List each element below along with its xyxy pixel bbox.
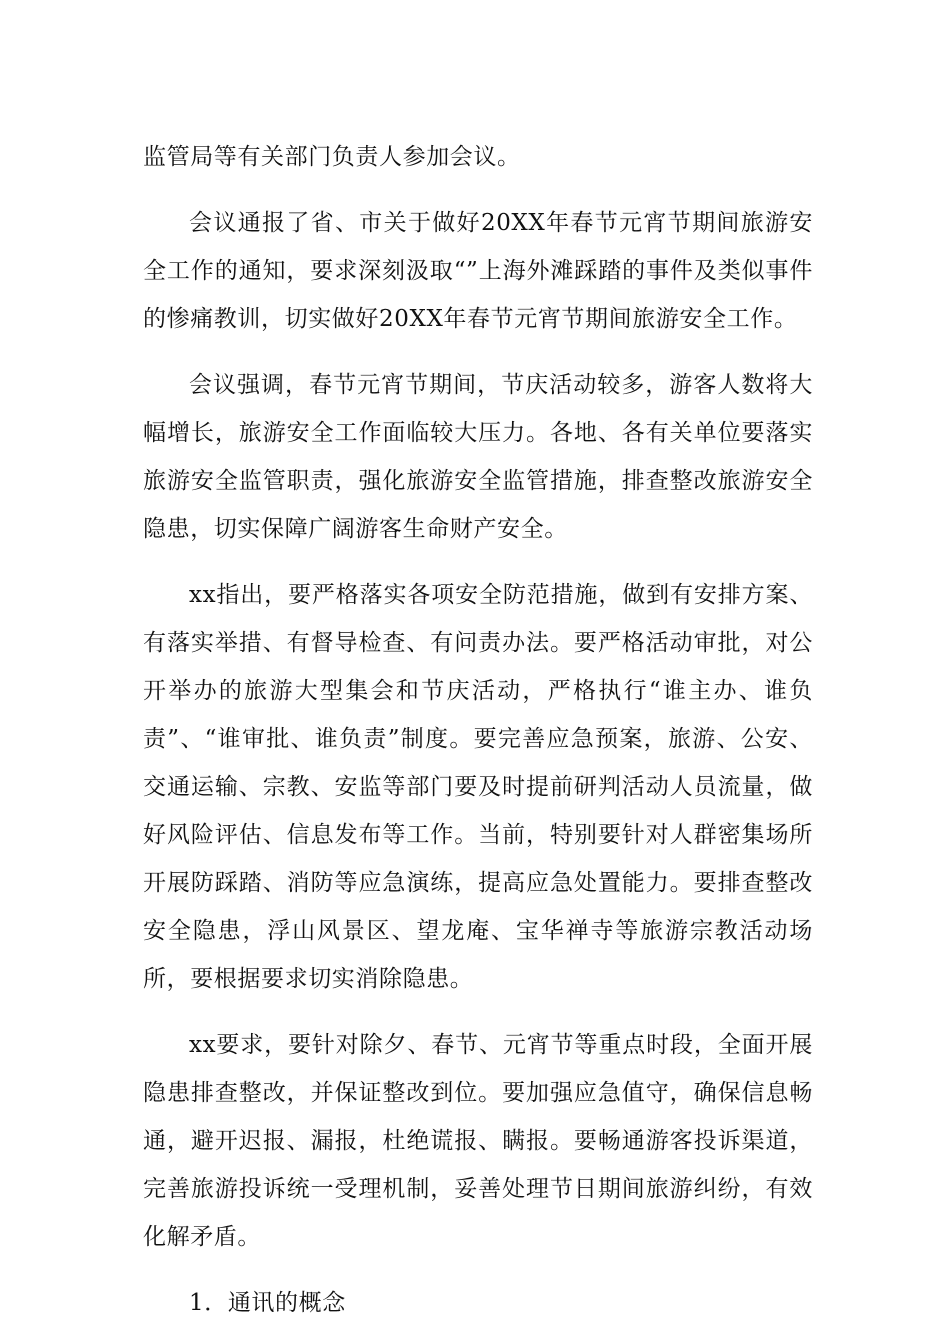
paragraph-continuation: 监管局等有关部门负责人参加会议。: [143, 144, 521, 170]
document-page: [143, 133, 813, 1327]
paragraph-requirements: xx要求，要针对除夕、春节、元宵节等重点时段，全面开展隐患排查整改，并保证整改到位。要加强应急值守，确保信息畅通，避开迟报、漏报，杜绝谎报、瞒报。要畅通游客投诉渠道，完善旅游投诉统一受理机制，妥善处理节日期间旅游纠纷，有效化解矛盾。: [143, 1032, 813, 1250]
paragraph-meeting-emphasis: 会议强调，春节元宵节期间，节庆活动较多，游客人数将大幅增长，旅游安全工作面临较大压力。各地、各有关单位要落实旅游安全监管职责，强化旅游安全监管措施，排查整改旅游安全隐患，切实保障广阔游客生命财产安全。: [143, 372, 813, 542]
paragraph-meeting-notice: 会议通报了省、市关于做好20XX年春节元宵节期间旅游安全工作的通知，要求深刻汲取“”上海外滩踩踏的事件及类似事件的惨痛教训，切实做好20XX年春节元宵节期间旅游安全工作。: [143, 210, 813, 332]
paragraph-safety-measures: xx指出，要严格落实各项安全防范措施，做到有安排方案、有落实举措、有督导检查、有问责办法。要严格活动审批，对公开举办的旅游大型集会和节庆活动，严格执行“谁主办、谁负责”、“谁审批、谁负责”制度。要完善应急预案，旅游、公安、交通运输、宗教、安监等部门要及时提前研判活动人员流量，做好风险评估、信息发布等工作。当前，特别要针对人群密集场所开展防踩踏、消防等应急演练，提高应急处置能力。要排查整改安全隐患，浮山风景区、望龙庵、宝华禅寺等旅游宗教活动场所，要根据要求切实消除隐患。: [143, 582, 813, 992]
section-heading: 1．通讯的概念: [189, 1290, 346, 1316]
